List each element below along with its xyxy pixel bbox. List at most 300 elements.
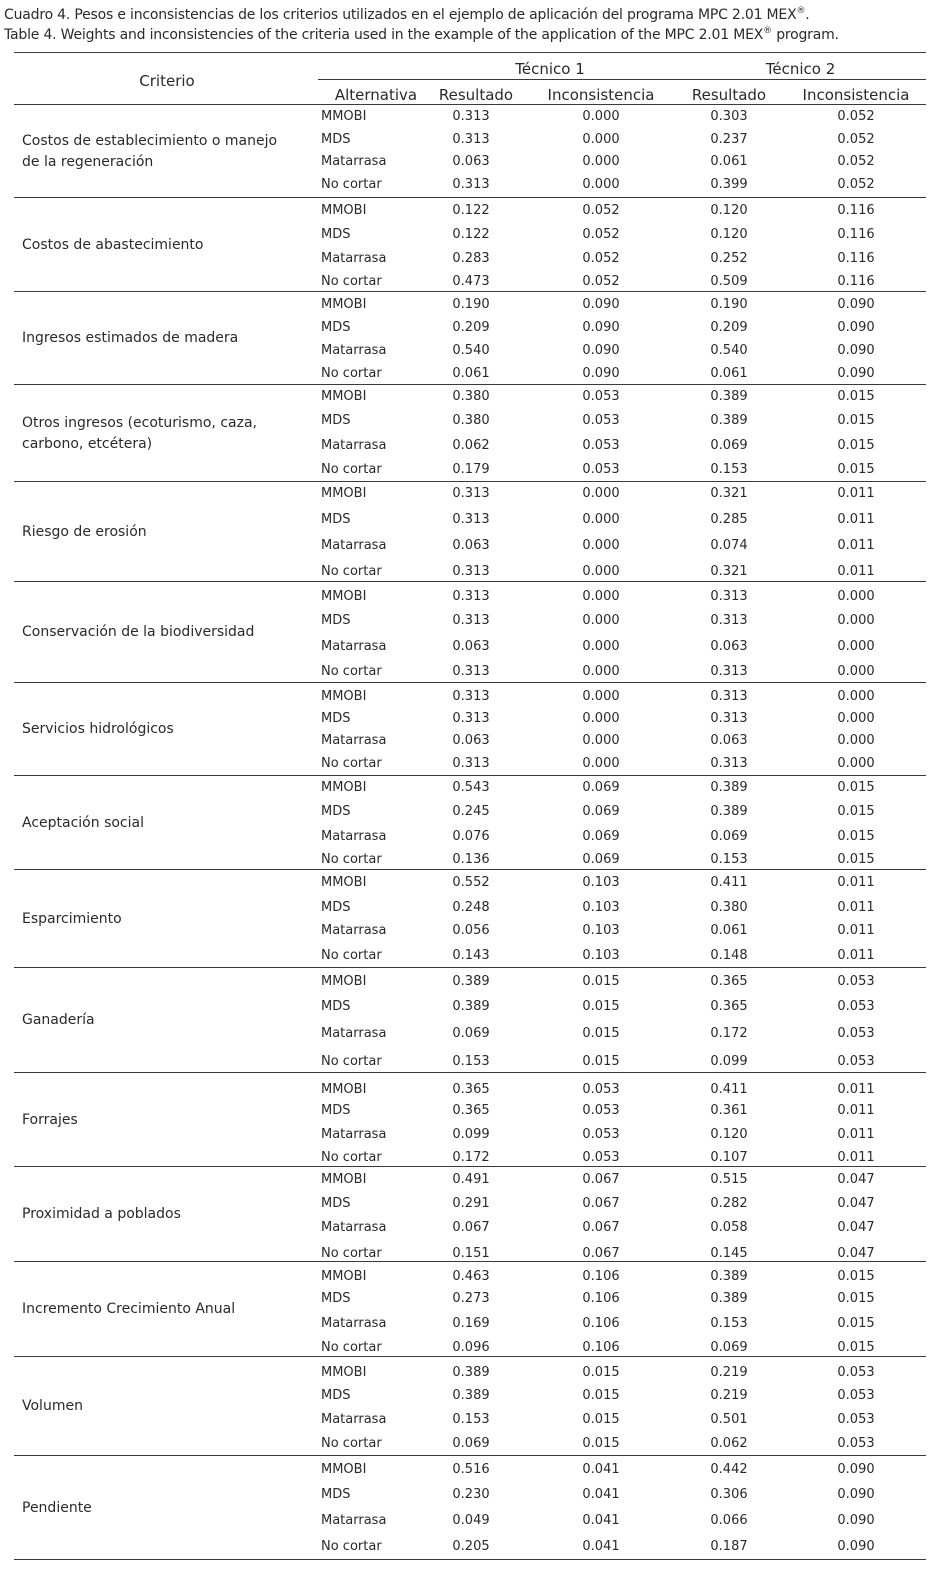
resultado-tecnico-2-cell: 0.145 <box>710 1246 748 1261</box>
inconsistencia-tecnico-2-cell: 0.052 <box>837 154 875 169</box>
resultado-tecnico-2-cell: 0.153 <box>710 462 748 477</box>
inconsistencia-tecnico-1-cell: 0.015 <box>582 1365 620 1380</box>
inconsistencia-tecnico-1-cell: 0.069 <box>582 852 620 867</box>
inconsistencia-tecnico-2-cell: 0.011 <box>837 923 875 938</box>
resultado-tecnico-2-cell: 0.389 <box>710 804 748 819</box>
resultado-tecnico-2-cell: 0.321 <box>710 564 748 579</box>
alternativa-cell: MMOBI <box>321 1269 367 1284</box>
inconsistencia-tecnico-1-cell: 0.000 <box>582 756 620 771</box>
table-caption <box>4 5 934 45</box>
alternativa-cell: MDS <box>321 900 351 915</box>
resultado-tecnico-2-cell: 0.153 <box>710 852 748 867</box>
inconsistencia-tecnico-1-cell: 0.015 <box>582 1054 620 1069</box>
criterion-group <box>14 105 926 198</box>
alternativa-cell: No cortar <box>321 274 382 289</box>
header-inconsistencia-2: Inconsistencia <box>802 86 910 104</box>
resultado-tecnico-1-cell: 0.205 <box>452 1539 490 1554</box>
alternativa-cell: Matarrasa <box>321 154 387 169</box>
resultado-tecnico-1-cell: 0.069 <box>452 1026 490 1041</box>
alternativa-cell: Matarrasa <box>321 251 387 266</box>
registered-mark: ® <box>796 6 806 16</box>
criterion-label: Servicios hidrológicos <box>22 721 174 737</box>
resultado-tecnico-1-cell: 0.063 <box>452 639 490 654</box>
header-spanner-rule <box>318 79 926 80</box>
inconsistencia-tecnico-2-cell: 0.053 <box>837 974 875 989</box>
alternativa-cell: Matarrasa <box>321 438 387 453</box>
resultado-tecnico-2-cell: 0.313 <box>710 613 748 628</box>
resultado-tecnico-2-cell: 0.120 <box>710 203 748 218</box>
inconsistencia-tecnico-1-cell: 0.000 <box>582 564 620 579</box>
alternativa-cell: MDS <box>321 413 351 428</box>
resultado-tecnico-2-cell: 0.313 <box>710 589 748 604</box>
alternativa-cell: Matarrasa <box>321 733 387 748</box>
resultado-tecnico-2-cell: 0.509 <box>710 274 748 289</box>
alternativa-cell: Matarrasa <box>321 639 387 654</box>
criterion-label: Riesgo de erosión <box>22 524 147 540</box>
header-resultado-2: Resultado <box>691 86 767 104</box>
inconsistencia-tecnico-2-cell: 0.053 <box>837 1436 875 1451</box>
criterion-group <box>14 292 926 385</box>
resultado-tecnico-2-cell: 0.411 <box>710 1082 748 1097</box>
inconsistencia-tecnico-1-cell: 0.041 <box>582 1487 620 1502</box>
inconsistencia-tecnico-2-cell: 0.015 <box>837 1340 875 1355</box>
resultado-tecnico-2-cell: 0.321 <box>710 486 748 501</box>
resultado-tecnico-1-cell: 0.389 <box>452 974 490 989</box>
criterion-group <box>14 1073 926 1167</box>
resultado-tecnico-1-cell: 0.179 <box>452 462 490 477</box>
alternativa-cell: MDS <box>321 320 351 335</box>
resultado-tecnico-1-cell: 0.273 <box>452 1291 490 1306</box>
resultado-tecnico-2-cell: 0.148 <box>710 948 748 963</box>
resultado-tecnico-1-cell: 0.313 <box>452 664 490 679</box>
resultado-tecnico-1-cell: 0.153 <box>452 1054 490 1069</box>
alternativa-cell: MMOBI <box>321 1082 367 1097</box>
inconsistencia-tecnico-1-cell: 0.015 <box>582 1412 620 1427</box>
inconsistencia-tecnico-2-cell: 0.000 <box>837 711 875 726</box>
inconsistencia-tecnico-1-cell: 0.000 <box>582 512 620 527</box>
table-top-rule <box>14 52 926 53</box>
criterion-label: Otros ingresos (ecoturismo, caza, carbono, etcétera) <box>22 415 257 452</box>
resultado-tecnico-1-cell: 0.543 <box>452 780 490 795</box>
inconsistencia-tecnico-1-cell: 0.053 <box>582 413 620 428</box>
alternativa-cell: MMOBI <box>321 875 367 890</box>
resultado-tecnico-1-cell: 0.313 <box>452 589 490 604</box>
resultado-tecnico-1-cell: 0.313 <box>452 613 490 628</box>
alternativa-cell: MDS <box>321 512 351 527</box>
inconsistencia-tecnico-1-cell: 0.069 <box>582 829 620 844</box>
inconsistencia-tecnico-1-cell: 0.000 <box>582 664 620 679</box>
inconsistencia-tecnico-2-cell: 0.053 <box>837 1412 875 1427</box>
resultado-tecnico-2-cell: 0.399 <box>710 177 748 192</box>
resultado-tecnico-1-cell: 0.380 <box>452 389 490 404</box>
alternativa-cell: MMOBI <box>321 389 367 404</box>
inconsistencia-tecnico-2-cell: 0.015 <box>837 1316 875 1331</box>
resultado-tecnico-2-cell: 0.411 <box>710 875 748 890</box>
alternativa-cell: MMOBI <box>321 689 367 704</box>
inconsistencia-tecnico-2-cell: 0.053 <box>837 1388 875 1403</box>
alternativa-cell: MDS <box>321 132 351 147</box>
inconsistencia-tecnico-1-cell: 0.000 <box>582 132 620 147</box>
resultado-tecnico-2-cell: 0.061 <box>710 923 748 938</box>
header-inconsistencia-1: Inconsistencia <box>547 86 655 104</box>
inconsistencia-tecnico-2-cell: 0.116 <box>837 227 875 242</box>
inconsistencia-tecnico-2-cell: 0.052 <box>837 109 875 124</box>
resultado-tecnico-1-cell: 0.061 <box>452 366 490 381</box>
inconsistencia-tecnico-2-cell: 0.090 <box>837 1462 875 1477</box>
header-criterio: Criterio <box>139 72 195 90</box>
resultado-tecnico-1-cell: 0.063 <box>452 538 490 553</box>
resultado-tecnico-1-cell: 0.209 <box>452 320 490 335</box>
alternativa-cell: MDS <box>321 804 351 819</box>
resultado-tecnico-2-cell: 0.107 <box>710 1150 748 1165</box>
resultado-tecnico-1-cell: 0.389 <box>452 999 490 1014</box>
alternativa-cell: No cortar <box>321 1340 382 1355</box>
alternativa-cell: Matarrasa <box>321 1412 387 1427</box>
inconsistencia-tecnico-1-cell: 0.000 <box>582 154 620 169</box>
header-resultado-1: Resultado <box>438 86 514 104</box>
alternativa-cell: MDS <box>321 711 351 726</box>
criterion-group <box>14 870 926 968</box>
inconsistencia-tecnico-2-cell: 0.011 <box>837 564 875 579</box>
inconsistencia-tecnico-2-cell: 0.053 <box>837 1365 875 1380</box>
resultado-tecnico-2-cell: 0.190 <box>710 297 748 312</box>
resultado-tecnico-2-cell: 0.442 <box>710 1462 748 1477</box>
alternativa-cell: Matarrasa <box>321 1316 387 1331</box>
resultado-tecnico-2-cell: 0.219 <box>710 1388 748 1403</box>
inconsistencia-tecnico-1-cell: 0.015 <box>582 1026 620 1041</box>
inconsistencia-tecnico-1-cell: 0.015 <box>582 974 620 989</box>
alternativa-cell: MMOBI <box>321 109 367 124</box>
inconsistencia-tecnico-2-cell: 0.090 <box>837 320 875 335</box>
criterion-label: Ingresos estimados de madera <box>22 330 239 346</box>
criterion-group <box>14 968 926 1073</box>
inconsistencia-tecnico-2-cell: 0.011 <box>837 900 875 915</box>
alternativa-cell: Matarrasa <box>321 1513 387 1528</box>
inconsistencia-tecnico-1-cell: 0.053 <box>582 1127 620 1142</box>
inconsistencia-tecnico-2-cell: 0.053 <box>837 1026 875 1041</box>
resultado-tecnico-2-cell: 0.209 <box>710 320 748 335</box>
inconsistencia-tecnico-2-cell: 0.015 <box>837 438 875 453</box>
inconsistencia-tecnico-1-cell: 0.106 <box>582 1316 620 1331</box>
criterion-label: Costos de establecimiento o manejo de la regeneración <box>22 133 278 170</box>
inconsistencia-tecnico-2-cell: 0.000 <box>837 733 875 748</box>
inconsistencia-tecnico-2-cell: 0.015 <box>837 780 875 795</box>
resultado-tecnico-1-cell: 0.291 <box>452 1196 490 1211</box>
alternativa-cell: MMOBI <box>321 297 367 312</box>
resultado-tecnico-2-cell: 0.252 <box>710 251 748 266</box>
resultado-tecnico-2-cell: 0.501 <box>710 1412 748 1427</box>
alternativa-cell: Matarrasa <box>321 538 387 553</box>
inconsistencia-tecnico-1-cell: 0.106 <box>582 1340 620 1355</box>
resultado-tecnico-2-cell: 0.066 <box>710 1513 748 1528</box>
resultado-tecnico-1-cell: 0.313 <box>452 177 490 192</box>
resultado-tecnico-1-cell: 0.245 <box>452 804 490 819</box>
resultado-tecnico-1-cell: 0.365 <box>452 1082 490 1097</box>
inconsistencia-tecnico-1-cell: 0.000 <box>582 486 620 501</box>
criterion-group <box>14 1456 926 1560</box>
resultado-tecnico-1-cell: 0.062 <box>452 438 490 453</box>
criterion-label: Esparcimiento <box>22 911 122 927</box>
resultado-tecnico-2-cell: 0.069 <box>710 829 748 844</box>
resultado-tecnico-1-cell: 0.151 <box>452 1246 490 1261</box>
resultado-tecnico-1-cell: 0.540 <box>452 343 490 358</box>
inconsistencia-tecnico-1-cell: 0.053 <box>582 438 620 453</box>
resultado-tecnico-1-cell: 0.313 <box>452 756 490 771</box>
alternativa-cell: No cortar <box>321 852 382 867</box>
resultado-tecnico-2-cell: 0.306 <box>710 1487 748 1502</box>
resultado-tecnico-2-cell: 0.389 <box>710 780 748 795</box>
inconsistencia-tecnico-1-cell: 0.053 <box>582 1082 620 1097</box>
alternativa-cell: MDS <box>321 1196 351 1211</box>
resultado-tecnico-1-cell: 0.063 <box>452 733 490 748</box>
criterion-label: Forrajes <box>22 1112 78 1128</box>
inconsistencia-tecnico-1-cell: 0.000 <box>582 733 620 748</box>
inconsistencia-tecnico-1-cell: 0.000 <box>582 613 620 628</box>
inconsistencia-tecnico-1-cell: 0.000 <box>582 711 620 726</box>
inconsistencia-tecnico-2-cell: 0.000 <box>837 589 875 604</box>
inconsistencia-tecnico-1-cell: 0.015 <box>582 1388 620 1403</box>
inconsistencia-tecnico-2-cell: 0.052 <box>837 177 875 192</box>
inconsistencia-tecnico-2-cell: 0.090 <box>837 366 875 381</box>
alternativa-cell: Matarrasa <box>321 829 387 844</box>
resultado-tecnico-1-cell: 0.136 <box>452 852 490 867</box>
resultado-tecnico-2-cell: 0.365 <box>710 999 748 1014</box>
alternativa-cell: No cortar <box>321 177 382 192</box>
alternativa-cell: MMOBI <box>321 974 367 989</box>
caption-english: Table 4. Weights and inconsistencies of the criteria used in the example of the application of the MPC 2.01 MEX® program. <box>4 26 839 43</box>
resultado-tecnico-1-cell: 0.552 <box>452 875 490 890</box>
inconsistencia-tecnico-1-cell: 0.103 <box>582 948 620 963</box>
alternativa-cell: MDS <box>321 999 351 1014</box>
registered-mark: ® <box>763 26 772 36</box>
inconsistencia-tecnico-1-cell: 0.106 <box>582 1269 620 1284</box>
resultado-tecnico-1-cell: 0.190 <box>452 297 490 312</box>
inconsistencia-tecnico-2-cell: 0.015 <box>837 413 875 428</box>
inconsistencia-tecnico-2-cell: 0.000 <box>837 664 875 679</box>
header-tecnico-1: Técnico 1 <box>515 60 585 78</box>
inconsistencia-tecnico-1-cell: 0.067 <box>582 1172 620 1187</box>
inconsistencia-tecnico-1-cell: 0.052 <box>582 203 620 218</box>
resultado-tecnico-2-cell: 0.069 <box>710 1340 748 1355</box>
inconsistencia-tecnico-2-cell: 0.011 <box>837 486 875 501</box>
resultado-tecnico-2-cell: 0.313 <box>710 664 748 679</box>
resultado-tecnico-1-cell: 0.313 <box>452 486 490 501</box>
resultado-tecnico-2-cell: 0.285 <box>710 512 748 527</box>
resultado-tecnico-2-cell: 0.187 <box>710 1539 748 1554</box>
resultado-tecnico-2-cell: 0.313 <box>710 711 748 726</box>
criterion-label: Conservación de la biodiversidad <box>22 624 255 640</box>
inconsistencia-tecnico-1-cell: 0.041 <box>582 1539 620 1554</box>
inconsistencia-tecnico-1-cell: 0.090 <box>582 343 620 358</box>
resultado-tecnico-2-cell: 0.099 <box>710 1054 748 1069</box>
alternativa-cell: No cortar <box>321 1539 382 1554</box>
alternativa-cell: Matarrasa <box>321 1026 387 1041</box>
criterion-group <box>14 482 926 582</box>
inconsistencia-tecnico-2-cell: 0.116 <box>837 251 875 266</box>
inconsistencia-tecnico-1-cell: 0.015 <box>582 1436 620 1451</box>
criterion-label: Incremento Crecimiento Anual <box>22 1301 236 1317</box>
alternativa-cell: MMOBI <box>321 780 367 795</box>
alternativa-cell: MMOBI <box>321 486 367 501</box>
inconsistencia-tecnico-2-cell: 0.015 <box>837 1269 875 1284</box>
alternativa-cell: No cortar <box>321 948 382 963</box>
alternativa-cell: MDS <box>321 1487 351 1502</box>
resultado-tecnico-2-cell: 0.058 <box>710 1220 748 1235</box>
alternativa-cell: No cortar <box>321 664 382 679</box>
resultado-tecnico-2-cell: 0.303 <box>710 109 748 124</box>
inconsistencia-tecnico-2-cell: 0.011 <box>837 1082 875 1097</box>
alternativa-cell: MMOBI <box>321 1365 367 1380</box>
resultado-tecnico-1-cell: 0.389 <box>452 1388 490 1403</box>
inconsistencia-tecnico-1-cell: 0.069 <box>582 780 620 795</box>
inconsistencia-tecnico-1-cell: 0.106 <box>582 1291 620 1306</box>
inconsistencia-tecnico-2-cell: 0.053 <box>837 999 875 1014</box>
criterion-group <box>14 1262 926 1357</box>
resultado-tecnico-2-cell: 0.069 <box>710 438 748 453</box>
inconsistencia-tecnico-2-cell: 0.011 <box>837 512 875 527</box>
caption-spanish: Cuadro 4. Pesos e inconsistencias de los criterios utilizados en el ejemplo de aplicación del programa MPC 2.01 MEX®. <box>4 6 810 23</box>
inconsistencia-tecnico-2-cell: 0.090 <box>837 297 875 312</box>
inconsistencia-tecnico-2-cell: 0.116 <box>837 203 875 218</box>
inconsistencia-tecnico-2-cell: 0.053 <box>837 1054 875 1069</box>
inconsistencia-tecnico-2-cell: 0.011 <box>837 1103 875 1118</box>
inconsistencia-tecnico-1-cell: 0.103 <box>582 900 620 915</box>
resultado-tecnico-1-cell: 0.491 <box>452 1172 490 1187</box>
resultado-tecnico-2-cell: 0.389 <box>710 389 748 404</box>
alternativa-cell: No cortar <box>321 564 382 579</box>
resultado-tecnico-1-cell: 0.056 <box>452 923 490 938</box>
inconsistencia-tecnico-2-cell: 0.090 <box>837 1487 875 1502</box>
resultado-tecnico-1-cell: 0.473 <box>452 274 490 289</box>
inconsistencia-tecnico-2-cell: 0.090 <box>837 343 875 358</box>
resultado-tecnico-1-cell: 0.169 <box>452 1316 490 1331</box>
inconsistencia-tecnico-2-cell: 0.011 <box>837 1127 875 1142</box>
inconsistencia-tecnico-1-cell: 0.067 <box>582 1220 620 1235</box>
inconsistencia-tecnico-2-cell: 0.047 <box>837 1220 875 1235</box>
criterion-label: Volumen <box>22 1398 83 1414</box>
inconsistencia-tecnico-1-cell: 0.052 <box>582 227 620 242</box>
inconsistencia-tecnico-2-cell: 0.047 <box>837 1172 875 1187</box>
inconsistencia-tecnico-1-cell: 0.041 <box>582 1513 620 1528</box>
alternativa-cell: MDS <box>321 1291 351 1306</box>
alternativa-cell: MDS <box>321 1103 351 1118</box>
resultado-tecnico-1-cell: 0.172 <box>452 1150 490 1165</box>
resultado-tecnico-1-cell: 0.099 <box>452 1127 490 1142</box>
alternativa-cell: No cortar <box>321 756 382 771</box>
inconsistencia-tecnico-2-cell: 0.047 <box>837 1246 875 1261</box>
alternativa-cell: Matarrasa <box>321 343 387 358</box>
resultado-tecnico-1-cell: 0.248 <box>452 900 490 915</box>
alternativa-cell: MMOBI <box>321 1462 367 1477</box>
inconsistencia-tecnico-1-cell: 0.103 <box>582 923 620 938</box>
inconsistencia-tecnico-1-cell: 0.053 <box>582 1103 620 1118</box>
resultado-tecnico-2-cell: 0.062 <box>710 1436 748 1451</box>
resultado-tecnico-1-cell: 0.313 <box>452 512 490 527</box>
criterion-group <box>14 776 926 870</box>
inconsistencia-tecnico-2-cell: 0.000 <box>837 689 875 704</box>
resultado-tecnico-1-cell: 0.063 <box>452 154 490 169</box>
resultado-tecnico-2-cell: 0.172 <box>710 1026 748 1041</box>
resultado-tecnico-1-cell: 0.365 <box>452 1103 490 1118</box>
resultado-tecnico-2-cell: 0.237 <box>710 132 748 147</box>
criterion-group <box>14 683 926 776</box>
inconsistencia-tecnico-1-cell: 0.000 <box>582 589 620 604</box>
resultado-tecnico-2-cell: 0.380 <box>710 900 748 915</box>
inconsistencia-tecnico-1-cell: 0.000 <box>582 538 620 553</box>
resultado-tecnico-1-cell: 0.313 <box>452 132 490 147</box>
alternativa-cell: Matarrasa <box>321 923 387 938</box>
alternativa-cell: MMOBI <box>321 203 367 218</box>
inconsistencia-tecnico-1-cell: 0.053 <box>582 389 620 404</box>
resultado-tecnico-2-cell: 0.389 <box>710 413 748 428</box>
alternativa-cell: No cortar <box>321 1246 382 1261</box>
alternativa-cell: No cortar <box>321 1054 382 1069</box>
resultado-tecnico-2-cell: 0.061 <box>710 366 748 381</box>
inconsistencia-tecnico-1-cell: 0.015 <box>582 999 620 1014</box>
resultado-tecnico-2-cell: 0.074 <box>710 538 748 553</box>
resultado-tecnico-2-cell: 0.540 <box>710 343 748 358</box>
alternativa-cell: MMOBI <box>321 589 367 604</box>
inconsistencia-tecnico-1-cell: 0.000 <box>582 109 620 124</box>
inconsistencia-tecnico-1-cell: 0.090 <box>582 366 620 381</box>
inconsistencia-tecnico-2-cell: 0.047 <box>837 1196 875 1211</box>
inconsistencia-tecnico-2-cell: 0.015 <box>837 804 875 819</box>
resultado-tecnico-2-cell: 0.365 <box>710 974 748 989</box>
header-tecnico-2: Técnico 2 <box>765 60 836 78</box>
resultado-tecnico-2-cell: 0.153 <box>710 1316 748 1331</box>
alternativa-cell: No cortar <box>321 1436 382 1451</box>
resultado-tecnico-1-cell: 0.283 <box>452 251 490 266</box>
alternativa-cell: MDS <box>321 613 351 628</box>
resultado-tecnico-1-cell: 0.313 <box>452 109 490 124</box>
criterion-label: Proximidad a poblados <box>22 1206 181 1222</box>
resultado-tecnico-1-cell: 0.313 <box>452 564 490 579</box>
resultado-tecnico-1-cell: 0.380 <box>452 413 490 428</box>
inconsistencia-tecnico-2-cell: 0.090 <box>837 1539 875 1554</box>
alternativa-cell: No cortar <box>321 1150 382 1165</box>
resultado-tecnico-2-cell: 0.313 <box>710 689 748 704</box>
resultado-tecnico-2-cell: 0.282 <box>710 1196 748 1211</box>
criterion-label: Ganadería <box>22 1012 95 1028</box>
inconsistencia-tecnico-2-cell: 0.000 <box>837 756 875 771</box>
inconsistencia-tecnico-1-cell: 0.103 <box>582 875 620 890</box>
inconsistencia-tecnico-1-cell: 0.052 <box>582 251 620 266</box>
resultado-tecnico-2-cell: 0.389 <box>710 1269 748 1284</box>
alternativa-cell: No cortar <box>321 366 382 381</box>
resultado-tecnico-1-cell: 0.143 <box>452 948 490 963</box>
resultado-tecnico-2-cell: 0.361 <box>710 1103 748 1118</box>
criterion-group <box>14 1167 926 1262</box>
resultado-tecnico-1-cell: 0.096 <box>452 1340 490 1355</box>
inconsistencia-tecnico-1-cell: 0.000 <box>582 177 620 192</box>
resultado-tecnico-2-cell: 0.515 <box>710 1172 748 1187</box>
alternativa-cell: No cortar <box>321 462 382 477</box>
inconsistencia-tecnico-1-cell: 0.053 <box>582 462 620 477</box>
resultado-tecnico-1-cell: 0.076 <box>452 829 490 844</box>
inconsistencia-tecnico-2-cell: 0.090 <box>837 1513 875 1528</box>
resultado-tecnico-1-cell: 0.122 <box>452 203 490 218</box>
inconsistencia-tecnico-2-cell: 0.011 <box>837 875 875 890</box>
resultado-tecnico-2-cell: 0.063 <box>710 639 748 654</box>
criterion-group <box>14 582 926 683</box>
resultado-tecnico-2-cell: 0.063 <box>710 733 748 748</box>
inconsistencia-tecnico-1-cell: 0.067 <box>582 1196 620 1211</box>
inconsistencia-tecnico-2-cell: 0.116 <box>837 274 875 289</box>
resultado-tecnico-1-cell: 0.049 <box>452 1513 490 1528</box>
inconsistencia-tecnico-2-cell: 0.015 <box>837 1291 875 1306</box>
inconsistencia-tecnico-1-cell: 0.090 <box>582 320 620 335</box>
inconsistencia-tecnico-2-cell: 0.011 <box>837 1150 875 1165</box>
